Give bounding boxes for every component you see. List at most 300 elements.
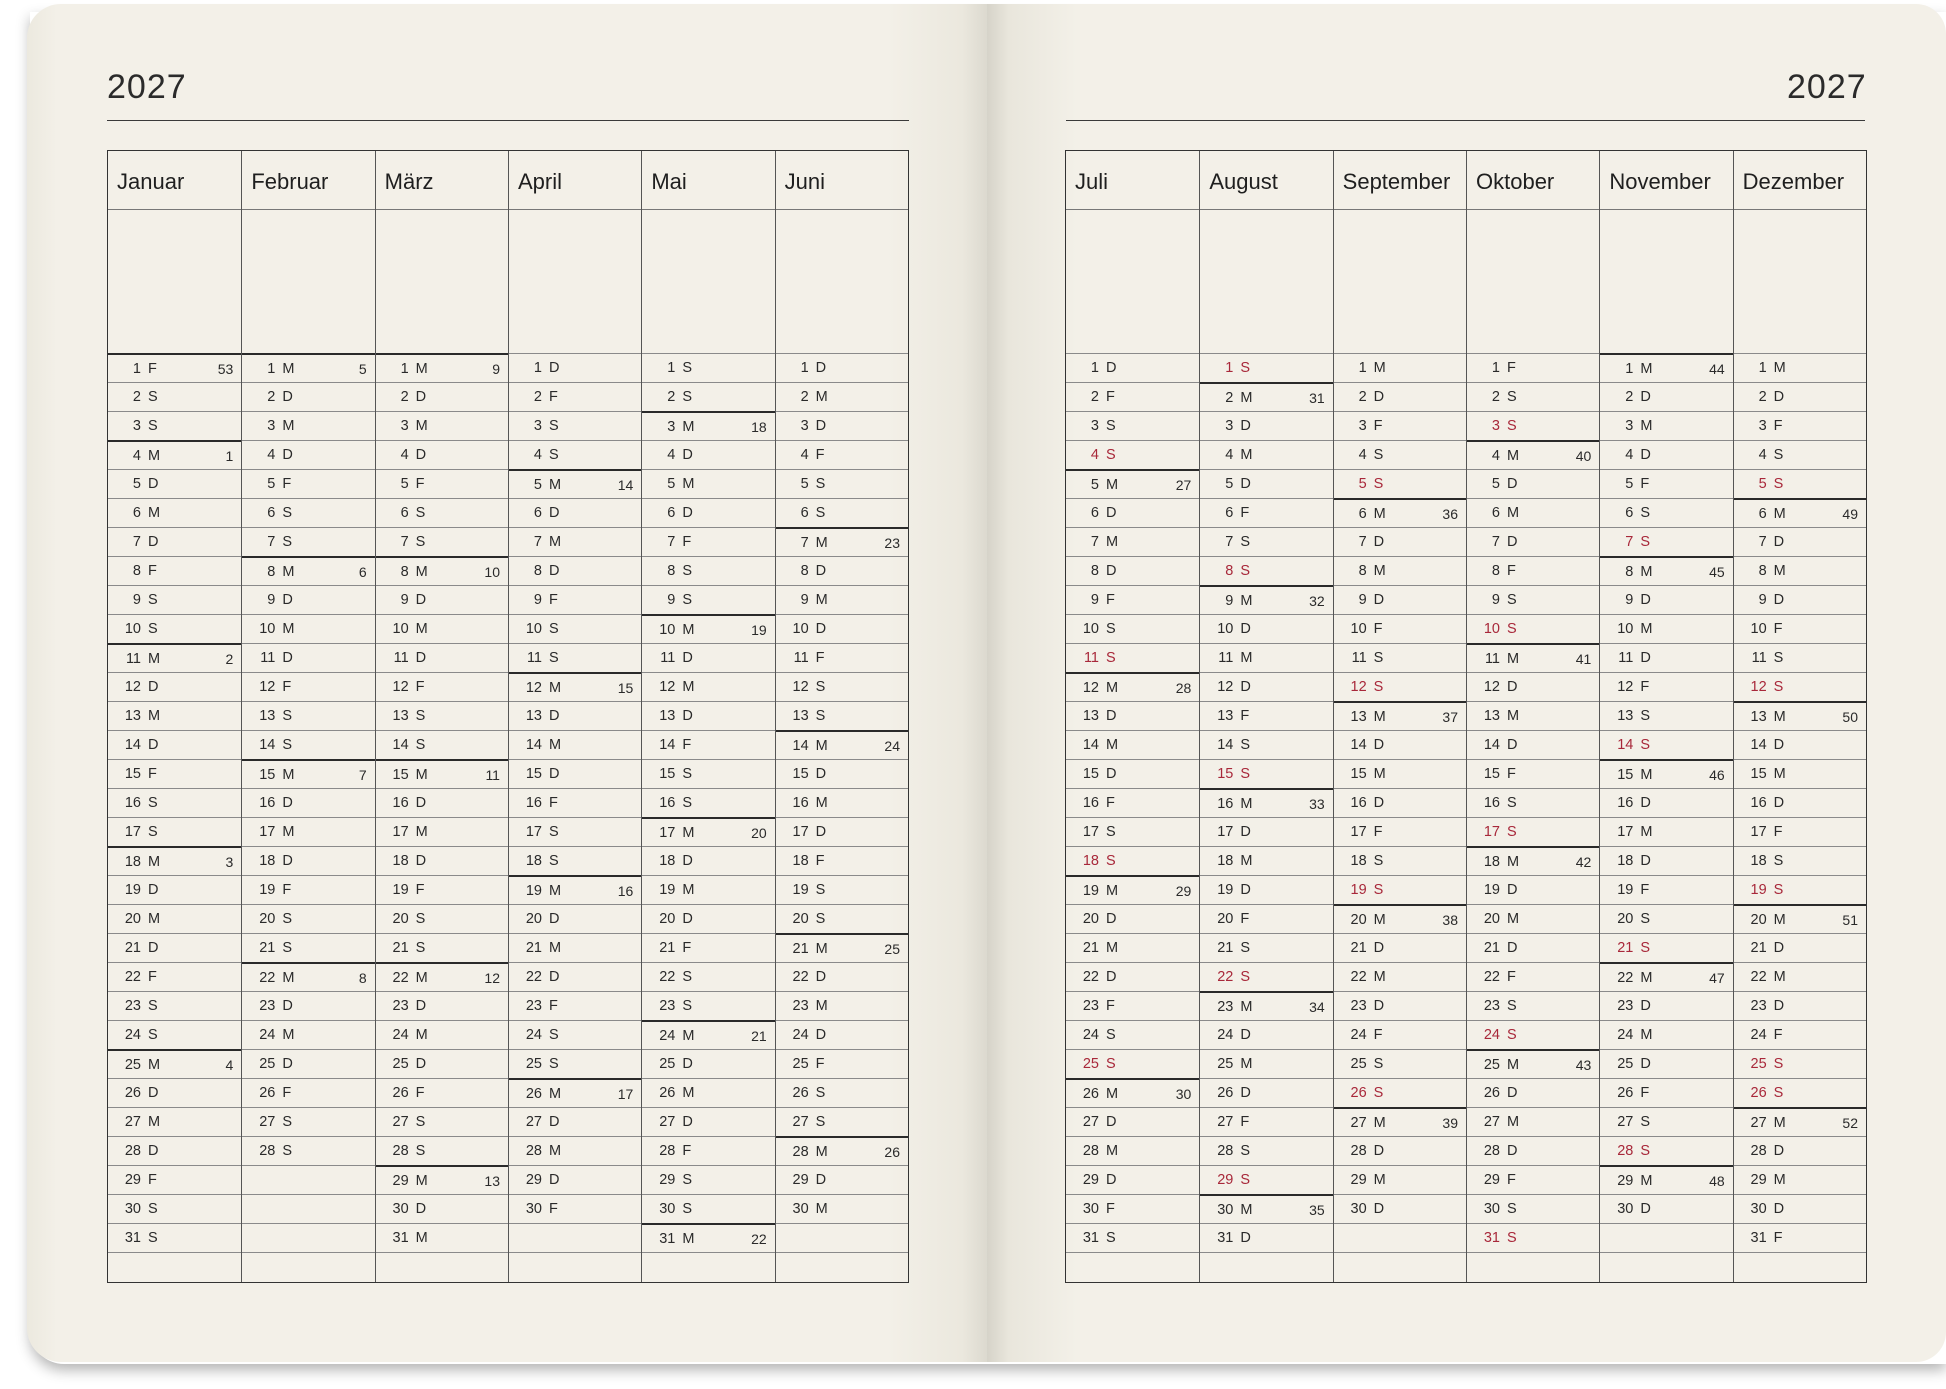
- day-row: [376, 730, 508, 759]
- day-row: [108, 1078, 241, 1107]
- day-row: [1200, 962, 1332, 991]
- weekday-letter: S: [549, 447, 559, 463]
- day-row: [242, 585, 374, 614]
- weekday-letter: D: [1507, 737, 1518, 753]
- weekday-letter: D: [1640, 592, 1651, 608]
- weekday-letter: M: [1373, 563, 1386, 579]
- weekday-letter: M: [1507, 854, 1520, 870]
- day-number: 8: [1758, 563, 1767, 579]
- day-number: 6: [1491, 505, 1500, 521]
- day-row: [642, 759, 774, 788]
- day-number: 5: [132, 476, 141, 492]
- day-row: [1600, 585, 1732, 614]
- day-row: [1334, 614, 1466, 643]
- day-number: 23: [124, 998, 141, 1014]
- day-row: [1734, 1136, 1866, 1165]
- weekday-letter: M: [1640, 1027, 1653, 1043]
- day-row: [509, 469, 641, 498]
- day-row: [1734, 411, 1866, 440]
- day-row: [1334, 411, 1466, 440]
- weekday-letter: D: [815, 563, 827, 579]
- weekday-letter: D: [148, 534, 159, 550]
- day-row: [242, 440, 374, 469]
- day-number: 11: [260, 650, 276, 666]
- day-number: 19: [259, 882, 276, 898]
- day-number: 9: [1491, 592, 1500, 608]
- day-number: 1: [1758, 360, 1767, 376]
- day-row: [642, 1078, 774, 1107]
- week-number: 22: [751, 1231, 767, 1247]
- day-row: [1334, 788, 1466, 817]
- day-row: [242, 962, 374, 991]
- day-number: 3: [1625, 418, 1634, 434]
- day-number: 19: [1217, 882, 1234, 898]
- day-row: [509, 962, 641, 991]
- day-number: 21: [525, 940, 542, 956]
- day-number: 26: [1617, 1085, 1634, 1101]
- day-row: [242, 382, 374, 411]
- day-row: [376, 962, 508, 991]
- weekday-letter: D: [1240, 476, 1251, 492]
- day-number: 15: [392, 767, 409, 783]
- weekday-letter: S: [148, 1230, 158, 1246]
- weekday-letter: M: [148, 708, 161, 724]
- weekday-letter: D: [1773, 389, 1785, 405]
- day-row: [776, 353, 908, 382]
- day-row: [1600, 788, 1732, 817]
- weekday-letter: S: [1373, 882, 1384, 898]
- day-number: 10: [792, 621, 809, 637]
- day-number: 28: [792, 1144, 809, 1160]
- day-number: 31: [1217, 1230, 1234, 1246]
- week-number: 33: [1309, 796, 1325, 812]
- day-number: 13: [1217, 708, 1234, 724]
- weekday-letter: M: [1240, 447, 1253, 463]
- day-number: 9: [400, 592, 409, 608]
- day-row: [1200, 788, 1332, 817]
- weekday-letter: F: [1240, 505, 1250, 521]
- day-number: 28: [1617, 1143, 1634, 1159]
- day-row: [1334, 440, 1466, 469]
- weekday-letter: D: [148, 737, 159, 753]
- weekday-letter: F: [1640, 882, 1650, 898]
- weekday-letter: S: [1773, 476, 1784, 492]
- day-row: [1066, 527, 1199, 556]
- month-name: Mai: [651, 169, 687, 194]
- day-number: 12: [259, 679, 276, 695]
- day-row: [1734, 759, 1866, 788]
- weekday-letter: M: [1773, 360, 1786, 376]
- week-number: 26: [884, 1144, 900, 1160]
- weekday-letter: M: [1640, 418, 1653, 434]
- day-number: 26: [659, 1085, 676, 1101]
- weekday-letter: M: [1507, 651, 1520, 667]
- day-row: [108, 846, 241, 875]
- day-row: [1600, 701, 1732, 730]
- day-number: 13: [1750, 709, 1767, 725]
- day-number: 25: [392, 1056, 409, 1072]
- weekday-letter: F: [1373, 824, 1383, 840]
- month-name: Juli: [1075, 169, 1109, 194]
- day-number: 7: [132, 534, 141, 550]
- calendar-grid-jul-dec: [1065, 150, 1867, 1283]
- day-row: [1467, 353, 1599, 382]
- weekday-letter: D: [1240, 882, 1251, 898]
- weekday-letter: S: [815, 476, 826, 492]
- day-row: [1734, 498, 1866, 527]
- day-number: 10: [1350, 621, 1367, 637]
- day-number: 18: [259, 853, 276, 869]
- day-number: 22: [1082, 969, 1099, 985]
- weekday-letter: M: [1106, 477, 1119, 493]
- weekday-letter: D: [1507, 476, 1518, 492]
- day-number: 9: [800, 592, 809, 608]
- day-row: [1467, 585, 1599, 614]
- weekday-letter: F: [1373, 621, 1383, 637]
- day-number: 11: [1751, 650, 1767, 666]
- day-number: 22: [1483, 969, 1500, 985]
- day-number: 2: [267, 389, 276, 405]
- weekday-letter: M: [682, 622, 695, 638]
- day-row: [642, 730, 774, 759]
- day-number: 25: [124, 1057, 141, 1073]
- day-number: 15: [525, 766, 542, 782]
- day-number: 11: [393, 650, 409, 666]
- month-name: November: [1609, 169, 1711, 194]
- day-row: [776, 1165, 908, 1194]
- day-number: 12: [124, 679, 141, 695]
- day-row: [1600, 643, 1732, 672]
- day-row: [642, 585, 774, 614]
- day-number: 23: [1217, 999, 1234, 1015]
- month-name: Dezember: [1742, 169, 1845, 194]
- day-number: 7: [1090, 534, 1099, 550]
- day-row: [1200, 846, 1332, 875]
- heading-rule-left: [107, 120, 909, 121]
- day-row: [242, 1020, 374, 1049]
- day-row: [642, 1165, 774, 1194]
- day-number: 30: [1350, 1201, 1367, 1217]
- weekday-letter: D: [1106, 1114, 1117, 1130]
- day-row: [1066, 1194, 1199, 1223]
- weekday-letter: M: [815, 941, 828, 957]
- day-row: [1334, 1049, 1466, 1078]
- day-row: [1600, 962, 1732, 991]
- day-row: [642, 991, 774, 1020]
- day-number: 16: [259, 795, 276, 811]
- weekday-letter: S: [682, 563, 692, 579]
- day-row: [1467, 875, 1599, 904]
- day-row: [776, 556, 908, 585]
- day-number: 22: [392, 970, 409, 986]
- day-row: [1734, 614, 1866, 643]
- weekday-letter: D: [815, 1172, 827, 1188]
- day-row: [1600, 440, 1732, 469]
- weekday-letter: M: [282, 418, 295, 434]
- day-row: [1734, 1165, 1866, 1194]
- day-number: 5: [1090, 477, 1099, 493]
- weekday-letter: M: [1640, 1173, 1653, 1189]
- weekday-letter: M: [1373, 1115, 1386, 1131]
- day-number: 19: [392, 882, 409, 898]
- weekday-letter: S: [1240, 969, 1250, 985]
- weekday-letter: M: [282, 824, 295, 840]
- day-number: 24: [792, 1027, 809, 1043]
- day-number: 18: [1750, 853, 1767, 869]
- weekday-letter: S: [148, 418, 158, 434]
- day-row: [108, 730, 241, 759]
- month-name: Februar: [251, 169, 329, 194]
- day-number: 10: [392, 621, 409, 637]
- week-number: 28: [1175, 680, 1192, 696]
- weekday-letter: M: [1373, 969, 1386, 985]
- day-number: 30: [392, 1201, 409, 1217]
- weekday-letter: M: [1373, 709, 1386, 725]
- day-row: [1200, 643, 1332, 672]
- day-row: [1734, 875, 1866, 904]
- day-row: [1334, 672, 1466, 701]
- weekday-letter: M: [549, 680, 562, 696]
- day-row: [1600, 875, 1732, 904]
- month-name: September: [1342, 169, 1451, 194]
- day-number: 13: [392, 708, 409, 724]
- day-row: [1066, 556, 1199, 585]
- day-row: [1334, 1020, 1466, 1049]
- day-number: 17: [1617, 824, 1634, 840]
- day-row: [509, 1049, 641, 1078]
- day-number: 8: [1491, 563, 1500, 579]
- day-row: [242, 817, 374, 846]
- day-number: 18: [124, 854, 141, 870]
- weekday-letter: S: [1106, 621, 1116, 637]
- weekday-letter: S: [1507, 824, 1517, 840]
- weekday-letter: S: [1507, 621, 1517, 637]
- day-row: [776, 585, 908, 614]
- weekday-letter: M: [682, 1028, 695, 1044]
- weekday-letter: D: [1240, 621, 1251, 637]
- day-number: 6: [800, 505, 809, 521]
- day-row: [242, 672, 374, 701]
- month-column: [508, 151, 641, 1282]
- weekday-letter: S: [1373, 476, 1384, 492]
- day-number: 29: [1750, 1172, 1767, 1188]
- weekday-letter: D: [1773, 534, 1785, 550]
- day-number: 24: [1617, 1027, 1634, 1043]
- day-row: [1600, 469, 1732, 498]
- month-header-divider: [1334, 209, 1466, 210]
- weekday-letter: D: [1106, 563, 1117, 579]
- day-row: [1734, 962, 1866, 991]
- day-number: 4: [1225, 447, 1234, 463]
- weekday-letter: M: [815, 738, 828, 754]
- day-row: [776, 875, 908, 904]
- day-number: 20: [1617, 911, 1634, 927]
- day-number: 11: [1618, 650, 1634, 666]
- weekday-letter: D: [148, 940, 159, 956]
- day-row: [1200, 382, 1332, 411]
- day-row: [1467, 846, 1599, 875]
- day-row: [1334, 933, 1466, 962]
- weekday-letter: S: [148, 1027, 158, 1043]
- day-row: [776, 411, 908, 440]
- weekday-letter: S: [1773, 650, 1784, 666]
- day-number: 1: [667, 360, 676, 376]
- day-row: [1600, 730, 1732, 759]
- weekday-letter: D: [1640, 389, 1651, 405]
- day-number: 22: [1750, 969, 1767, 985]
- weekday-letter: S: [549, 650, 559, 666]
- day-number: 20: [1350, 912, 1367, 928]
- day-number: 15: [1483, 766, 1500, 782]
- day-row: [642, 904, 774, 933]
- day-row: [1734, 556, 1866, 585]
- day-row: [642, 1107, 774, 1136]
- weekday-letter: D: [1373, 592, 1385, 608]
- day-row: [776, 469, 908, 498]
- weekday-letter: D: [415, 795, 427, 811]
- weekday-letter: D: [815, 1027, 827, 1043]
- month-name: Juni: [784, 169, 826, 194]
- weekday-letter: S: [549, 1056, 559, 1072]
- day-number: 24: [392, 1027, 409, 1043]
- day-row: [1200, 759, 1332, 788]
- weekday-letter: S: [282, 911, 292, 927]
- day-number: 2: [533, 389, 542, 405]
- day-row: [776, 759, 908, 788]
- day-row: [1334, 730, 1466, 759]
- day-number: 17: [1217, 824, 1234, 840]
- day-number: 18: [659, 853, 676, 869]
- weekday-letter: S: [1640, 737, 1650, 753]
- weekday-letter: M: [415, 1230, 428, 1246]
- day-number: 25: [1617, 1056, 1634, 1072]
- day-number: 8: [1225, 563, 1234, 579]
- weekday-letter: M: [148, 911, 161, 927]
- day-number: 30: [1617, 1201, 1634, 1217]
- day-row: [509, 527, 641, 556]
- day-row: [1200, 498, 1332, 527]
- day-number: 27: [392, 1114, 409, 1130]
- weekday-letter: M: [815, 795, 828, 811]
- day-row: [376, 759, 508, 788]
- day-number: 2: [1625, 389, 1634, 405]
- day-number: 11: [1484, 651, 1500, 667]
- day-row: [1600, 933, 1732, 962]
- weekday-letter: D: [682, 1114, 693, 1130]
- day-number: 6: [533, 505, 542, 521]
- weekday-letter: M: [815, 535, 828, 551]
- weekday-letter: M: [682, 825, 695, 841]
- weekday-letter: S: [415, 534, 426, 550]
- day-row: [776, 1020, 908, 1049]
- heading-rule-right: [1066, 120, 1865, 121]
- empty-row: [376, 1252, 508, 1281]
- weekday-letter: F: [815, 853, 825, 869]
- weekday-letter: M: [1507, 1057, 1520, 1073]
- day-row: [1066, 730, 1199, 759]
- day-number: 14: [1350, 737, 1367, 753]
- day-row: [1334, 875, 1466, 904]
- day-number: 15: [1350, 766, 1367, 782]
- day-row: [376, 527, 508, 556]
- day-row: [1066, 469, 1199, 498]
- weekday-letter: D: [282, 795, 293, 811]
- day-row: [108, 962, 241, 991]
- day-number: 24: [1750, 1027, 1767, 1043]
- day-row: [1200, 411, 1332, 440]
- week-number: 10: [484, 564, 500, 580]
- day-number: 27: [1217, 1114, 1234, 1130]
- week-number: 6: [358, 564, 367, 580]
- weekday-letter: D: [1106, 911, 1117, 927]
- day-number: 21: [259, 940, 276, 956]
- day-number: 18: [1217, 853, 1234, 869]
- day-row: [1467, 1078, 1599, 1107]
- day-row: [1200, 730, 1332, 759]
- day-number: 11: [1083, 650, 1099, 666]
- weekday-letter: D: [682, 1056, 693, 1072]
- week-number: 37: [1442, 709, 1458, 725]
- month-header-divider: [776, 209, 908, 210]
- day-row: [1334, 585, 1466, 614]
- weekday-letter: D: [682, 853, 693, 869]
- empty-row: [1600, 1252, 1732, 1281]
- weekday-letter: S: [282, 708, 292, 724]
- weekday-letter: S: [1240, 766, 1250, 782]
- calendar-grid-jan-jun: [107, 150, 909, 1283]
- day-row: [776, 730, 908, 759]
- weekday-letter: M: [1507, 505, 1520, 521]
- day-number: 19: [525, 883, 542, 899]
- day-number: 3: [1358, 418, 1367, 434]
- day-number: 28: [1082, 1143, 1099, 1159]
- day-number: 15: [124, 766, 141, 782]
- weekday-letter: M: [1106, 940, 1119, 956]
- weekday-letter: M: [1507, 911, 1520, 927]
- weekday-letter: F: [1640, 476, 1650, 492]
- week-number: 27: [1175, 477, 1192, 493]
- day-number: 4: [400, 447, 409, 463]
- empty-row: [108, 1252, 241, 1281]
- day-number: 31: [392, 1230, 409, 1246]
- day-number: 27: [1750, 1115, 1767, 1131]
- weekday-letter: M: [815, 389, 828, 405]
- day-row: [1066, 933, 1199, 962]
- day-row: [1600, 672, 1732, 701]
- empty-row: [776, 1252, 908, 1281]
- day-number: 8: [1358, 563, 1367, 579]
- day-number: 4: [267, 447, 276, 463]
- day-row: [1734, 1194, 1866, 1223]
- day-number: 10: [525, 621, 542, 637]
- day-number: 11: [793, 650, 809, 666]
- day-number: 22: [1617, 970, 1634, 986]
- weekday-letter: F: [1507, 766, 1516, 782]
- day-number: 25: [1483, 1057, 1500, 1073]
- day-number: 22: [1217, 969, 1234, 985]
- day-number: 10: [1617, 621, 1634, 637]
- weekday-letter: S: [1640, 1143, 1650, 1159]
- day-row: [642, 440, 774, 469]
- day-row: [108, 759, 241, 788]
- day-row: [376, 411, 508, 440]
- weekday-letter: M: [415, 361, 428, 377]
- week-number: 42: [1575, 854, 1592, 870]
- day-number: 12: [1483, 679, 1500, 695]
- weekday-letter: S: [415, 911, 426, 927]
- weekday-letter: D: [549, 505, 560, 521]
- weekday-letter: S: [148, 998, 158, 1014]
